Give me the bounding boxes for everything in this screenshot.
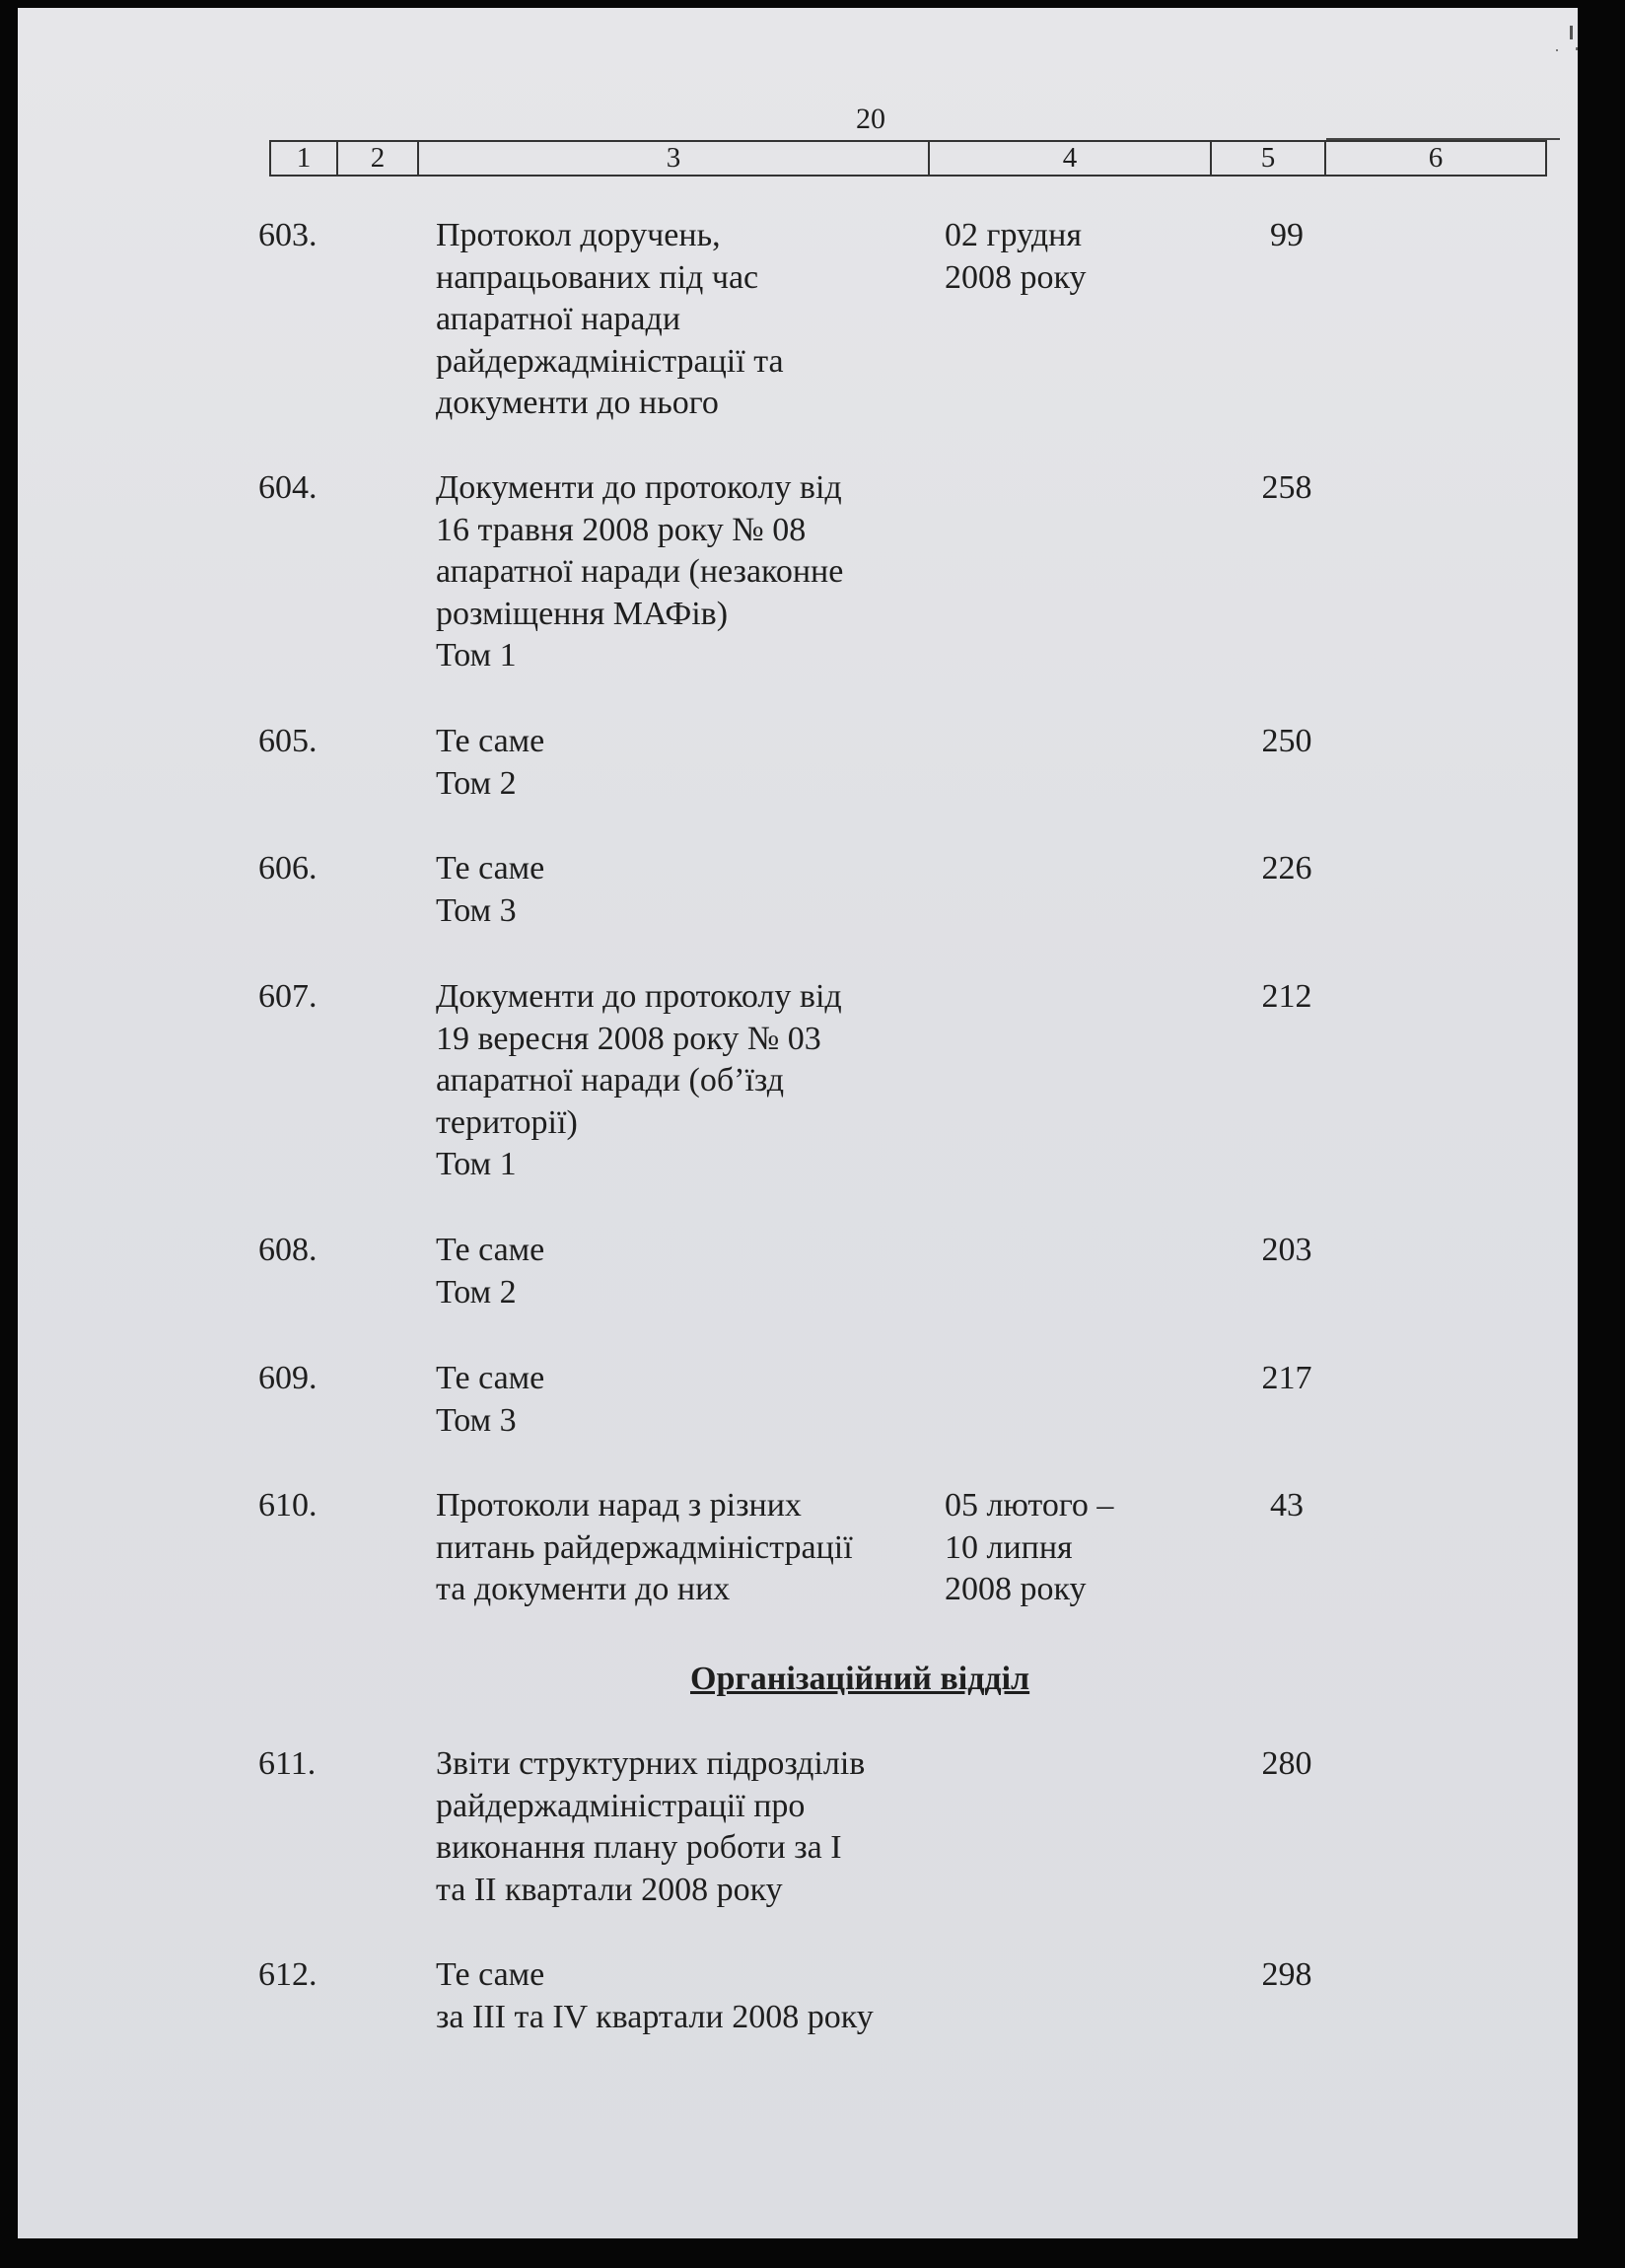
row-sheet-count: 43 — [1270, 1487, 1304, 1524]
row-number: 610. — [258, 1487, 318, 1524]
row-number: 604. — [258, 469, 318, 506]
title-line: Том 1 — [436, 637, 517, 673]
row-date — [945, 1485, 1201, 1611]
row-sheet-count: 258 — [1261, 469, 1312, 506]
title-line: Документи до протоколу від — [436, 469, 842, 506]
date-line: 05 лютого – — [945, 1487, 1114, 1524]
title-line: Те саме — [436, 1232, 545, 1268]
row-date — [945, 215, 1201, 299]
column-header-4: 4 — [929, 141, 1211, 176]
row-number: 605. — [258, 723, 318, 759]
title-line: 16 травня 2008 року № 08 — [436, 511, 807, 548]
title-line: апаратної наради (незаконне — [436, 553, 844, 590]
row-sheet-count: 99 — [1270, 217, 1304, 253]
title-line: Протокол доручень, — [436, 217, 721, 253]
row-title — [436, 721, 949, 805]
row-title — [436, 1358, 949, 1442]
row-number: 606. — [258, 850, 318, 886]
header-top-rule — [1326, 138, 1560, 140]
row-number: 609. — [258, 1360, 318, 1396]
title-line: за III та IV квартали 2008 року — [436, 1998, 874, 2035]
column-header-3: 3 — [418, 141, 929, 176]
row-number: 603. — [258, 217, 318, 253]
row-sheet-count: 212 — [1261, 978, 1312, 1015]
title-line: Том 3 — [436, 1401, 517, 1439]
date-line: 2008 року — [945, 1571, 1087, 1607]
title-line: Звіти структурних підрозділів — [436, 1745, 866, 1782]
title-line: Те саме — [436, 1360, 545, 1396]
title-line: Документи до протоколу від — [436, 978, 842, 1015]
row-title — [436, 1743, 949, 1911]
title-line: Те саме — [436, 1956, 545, 1993]
title-line: Те саме — [436, 850, 545, 886]
section-title: Організаційний відділ — [690, 1661, 1030, 1697]
title-line: Том 2 — [436, 1273, 517, 1311]
row-title — [436, 1485, 949, 1611]
row-sheet-count: 280 — [1261, 1745, 1312, 1782]
column-header-table — [269, 140, 1547, 177]
title-line: документи до нього — [436, 385, 719, 421]
title-line: райдержадміністрації та — [436, 342, 784, 380]
date-line: 10 липня — [945, 1528, 1073, 1566]
page-number: 20 — [856, 103, 885, 135]
row-title — [436, 215, 949, 425]
title-line: Протоколи нарад з різних — [436, 1487, 802, 1524]
row-sheet-count: 226 — [1261, 850, 1312, 886]
title-line: напрацьованих під час — [436, 258, 759, 296]
row-title — [436, 1230, 949, 1313]
row-title — [436, 848, 949, 932]
title-line: райдержадміністрації про — [436, 1787, 806, 1824]
title-line: Том 2 — [436, 764, 517, 802]
column-header-2: 2 — [337, 141, 418, 176]
title-line: апаратної наради — [436, 301, 681, 337]
column-header-6: 6 — [1325, 141, 1546, 176]
row-title — [436, 1954, 949, 2038]
row-number: 607. — [258, 978, 318, 1015]
title-line: території) — [436, 1103, 578, 1141]
title-line: 19 вересня 2008 року № 03 — [436, 1020, 821, 1057]
date-line: 02 грудня — [945, 217, 1082, 253]
row-number: 612. — [258, 1956, 318, 1993]
row-number: 611. — [258, 1745, 317, 1782]
row-sheet-count: 298 — [1261, 1956, 1312, 1993]
title-line: та документи до них — [436, 1571, 731, 1607]
title-line: апаратної наради (об’їзд — [436, 1062, 785, 1099]
date-line: 2008 року — [945, 258, 1087, 296]
title-line: Те саме — [436, 723, 545, 759]
title-line: Том 3 — [436, 891, 517, 929]
title-line: розміщення МАФів) — [436, 595, 729, 632]
row-sheet-count: 217 — [1261, 1360, 1312, 1396]
corner-marks — [1526, 20, 1586, 59]
title-line: питань райдержадміністрації — [436, 1528, 853, 1566]
column-header-1: 1 — [270, 141, 337, 176]
title-line: виконання плану роботи за I — [436, 1829, 842, 1866]
row-number: 608. — [258, 1232, 318, 1268]
row-title — [436, 467, 949, 677]
row-sheet-count: 250 — [1261, 723, 1312, 759]
column-header-5: 5 — [1211, 141, 1325, 176]
row-title — [436, 976, 949, 1186]
title-line: та II квартали 2008 року — [436, 1871, 783, 1908]
row-sheet-count: 203 — [1261, 1232, 1312, 1268]
title-line: Том 1 — [436, 1146, 517, 1182]
